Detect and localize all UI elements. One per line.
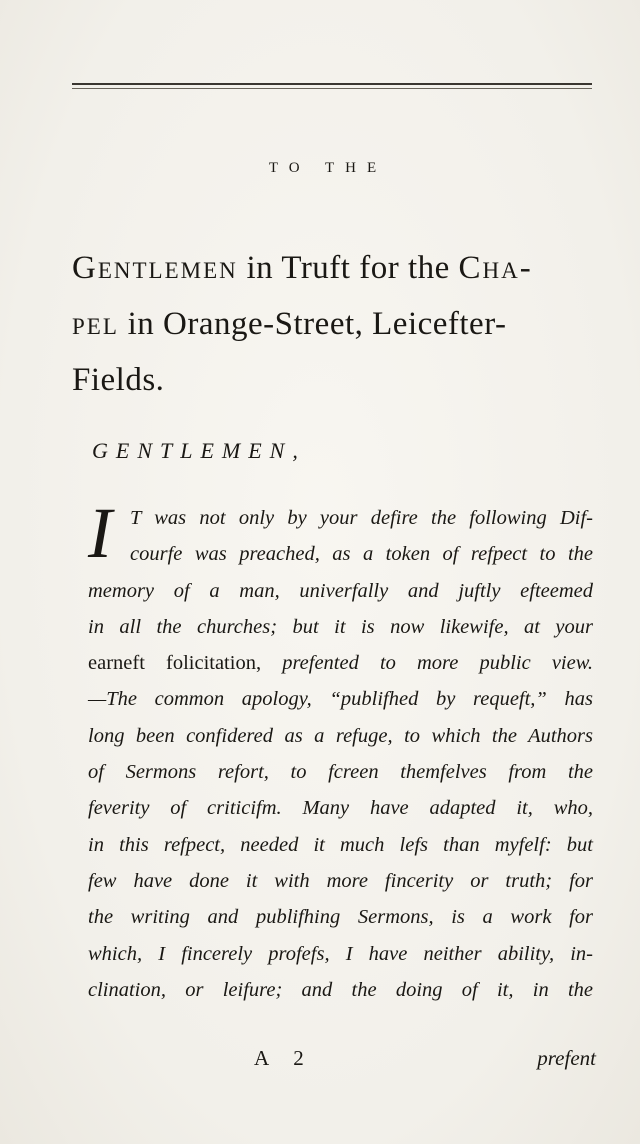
page-footer <box>0 1046 640 1076</box>
address-pel: pel <box>72 306 119 342</box>
letter-line: —The common apology, “publifhed by requeft,” has <box>88 688 593 711</box>
letter-body <box>88 500 593 1008</box>
address-line-2 <box>72 296 612 352</box>
salutation: GENTLEMEN, <box>92 438 306 463</box>
letter-line: in this refpect, needed it much lefs than myfelf: but <box>88 833 593 856</box>
signature-mark: A 2 <box>254 1046 314 1070</box>
letter-line: long been confidered as a refuge, to which the Authors <box>88 724 593 747</box>
letter-line: in all the churches; but it is now likewife, at your <box>88 615 593 638</box>
letter-line: which, I fincerely profefs, I have neither ability, in- <box>88 942 593 965</box>
address-gentlemen: Gentlemen <box>72 250 238 286</box>
header-rule <box>72 83 592 85</box>
letter-line-roman: earneft folicitation, <box>88 652 283 675</box>
letter-line: T was not only by your defire the following Dif- <box>130 507 593 529</box>
letter-line-italic: prefented to more public view. <box>282 652 593 675</box>
catchword: prefent <box>537 1046 596 1070</box>
to-the-heading: TO THE <box>268 160 388 176</box>
letter-line: of Sermons refort, to fcreen themfelves from the <box>88 761 593 784</box>
address-line-1 <box>72 240 612 296</box>
drop-cap: I <box>88 493 112 573</box>
address-cha: Cha- <box>458 250 533 286</box>
letter-line: clination, or leifure; and the doing of it, in the <box>88 978 593 1001</box>
dedication-address <box>72 240 612 408</box>
letter-line: few have done it with more fincerity or truth; for <box>88 869 593 892</box>
letter-line: courfe was preached, as a token of refpect to the <box>130 543 593 566</box>
address-line-3: Fields. <box>72 362 165 398</box>
letter-line: the writing and publifhing Sermons, is a work for <box>88 906 593 929</box>
letter-line: feverity of criticifm. Many have adapted it, who, <box>88 797 593 820</box>
letter-line <box>88 645 593 681</box>
address-line-1-rest: in Truft for the <box>237 250 459 286</box>
address-line-2-rest: in Orange-Street, Leicefter- <box>118 306 507 342</box>
letter-line: memory of a man, univerfally and juftly efteemed <box>88 579 593 602</box>
header-rule-thin <box>72 88 592 89</box>
